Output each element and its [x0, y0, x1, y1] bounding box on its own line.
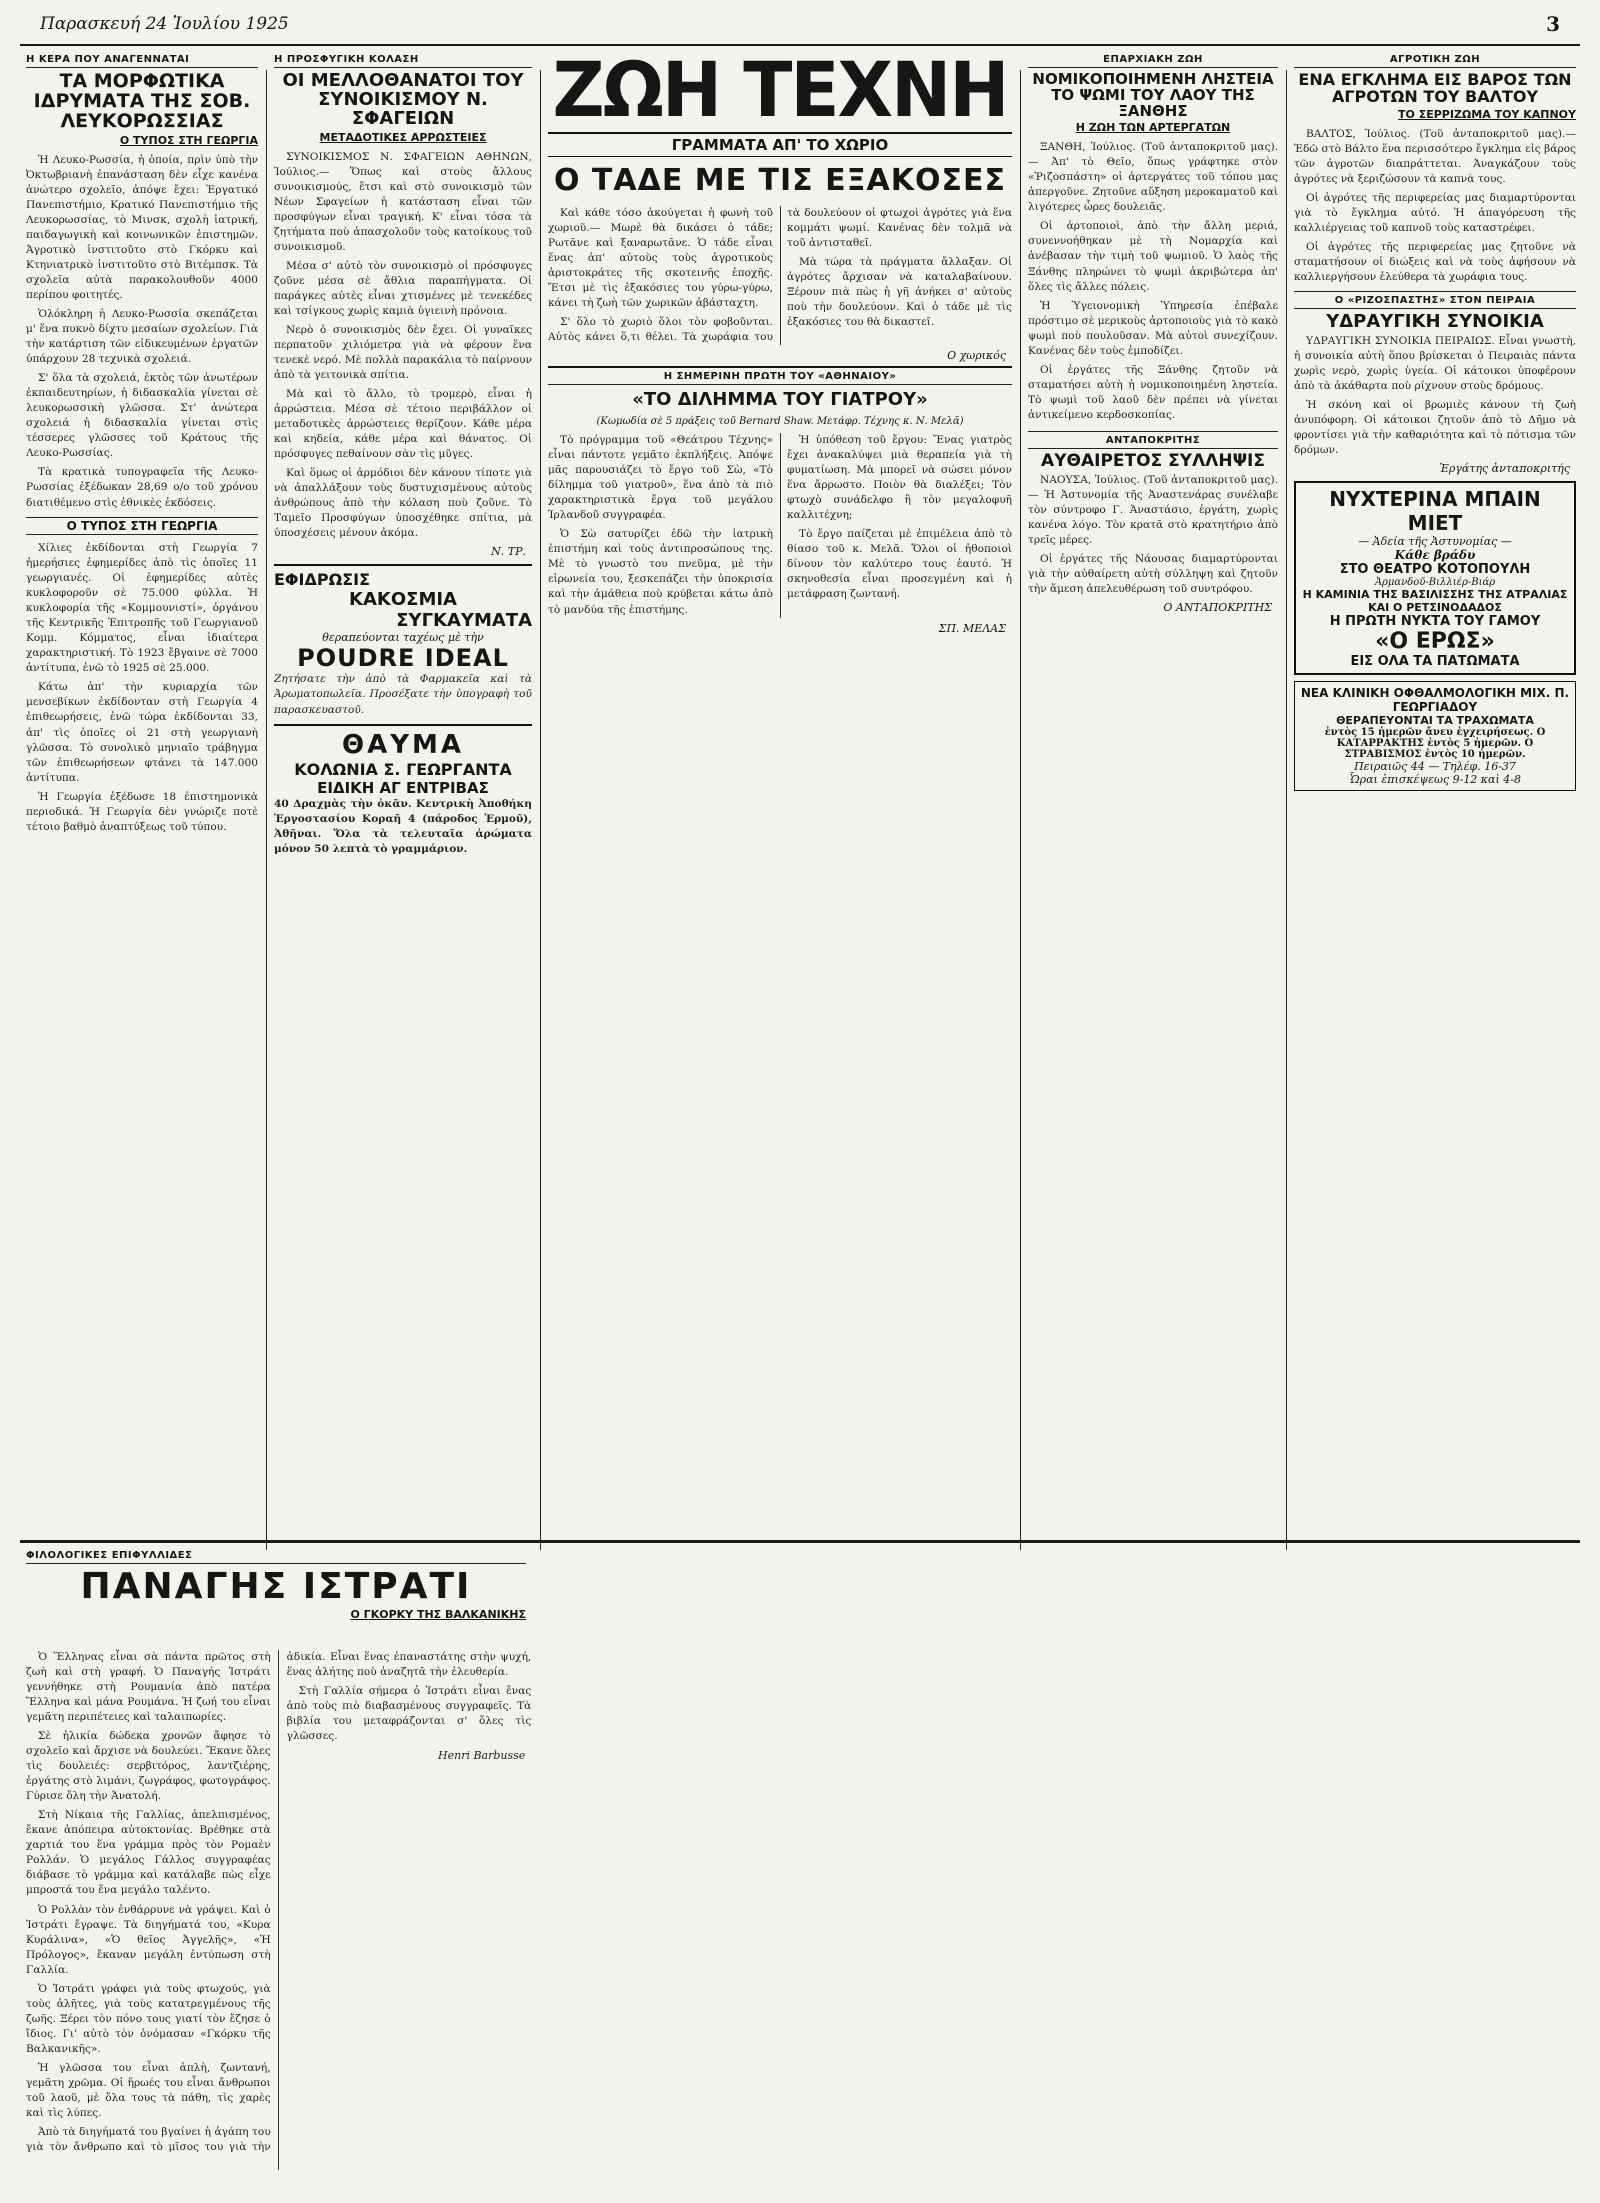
article-column-2	[274, 54, 532, 1544]
article-headline: «ΤΟ ΔΙΛΗΜΜΑ ΤΟΥ ΓΙΑΤΡΟΥ»	[632, 389, 928, 411]
article-headline: ΕΝΑ ΕΓΚΛΗΜΑ ΕΙΣ ΒΑΡΟΣ ΤΩΝ ΑΓΡΟΤΩΝ ΤΟΥ ΒΑΛΤΟΥ	[1298, 70, 1572, 106]
masthead-subtitle: ΓΡΑΜΜΑΤΑ ΑΠ' ΤΟ ΧΩΡΙΟ	[548, 132, 1012, 157]
article-body	[26, 541, 258, 835]
feuilleton-headline: ΠΑΝΑΓΗΣ ΙΣΤΡΑΤΙ	[80, 1566, 472, 1607]
article-column-4	[1028, 54, 1278, 1544]
ad-line: ΕΙΣ ΟΛΑ ΤΑ ΠΑΤΩΜΑΤΑ	[1350, 654, 1520, 670]
ad-text: 40 Δραχμὰς τὴν ὀκᾶν. Κεντρικὴ Ἀποθήκη Ἐργοστασίου Κοραῆ 4 (πάροδος Ἑρμοῦ), Ἀθῆναι. Ὅλα τὰ τελευταῖα ἀρώματα μόνον 50 λεπτὰ τὸ γραμμάριον.	[274, 797, 532, 855]
section-kicker: Η ΚΕΡΑ ΠΟΥ ΑΝΑΓΕΝΝΑΤΑΙ	[26, 54, 258, 68]
paragraph: ΥΔΡΑΥΓΙΚΗ ΣΥΝΟΙΚΙΑ ΠΕΙΡΑΙΩΣ. Εἶναι γνωστὴ, ἡ συνοικία αὐτὴ ὅπου βρίσκεται ὁ Πειραιὰς πάντα χωρὶς νερὸ, χωρὶς ὑγεία. Οἱ κάτοικοι ὑποφέρουν ἀπὸ τὰ ἀκάθαρτα ποὺ ρίχνουν στοὺς δρόμους.	[1294, 334, 1576, 392]
ad-line: Η ΚΑΜΙΝΙΑ ΤΗΣ ΒΑΣΙΛΙΣΣΗΣ ΤΗΣ ΑΤΡΑΛΙΑΣ ΚΑΙ Ο ΡΕΤΣΙΝΟΔΑΔΟΣ	[1302, 588, 1568, 615]
ad-kolonia	[274, 724, 532, 857]
article-body	[548, 206, 1012, 345]
ad-line: Κάθε βράδυ	[1394, 548, 1476, 563]
ad-product: POUDRE IDEAL	[297, 644, 509, 673]
page-number: 3	[1546, 12, 1560, 36]
feuilleton-signature: Henri Barbusse	[438, 1749, 526, 1763]
ad-line: ΚΟΛΩΝΙΑ Σ. ΓΕΩΡΓΑΝΤΑ	[294, 759, 512, 779]
feuilleton-rule	[20, 1540, 1580, 1543]
section-kicker: ΑΝΤΑΠΟΚΡΙΤΗΣ	[1028, 431, 1278, 449]
paragraph: Οἱ ἀγρότες τῆς περιφερείας μας διαμαρτύρονται γιὰ τὸ ἔγκλημα αὐτό. Ἡ ἀπαγόρευση τῆς καλλιέργειας τοῦ καπνοῦ τοὺς καταστρέφει.	[1294, 191, 1576, 234]
paragraph: Νερὸ ὁ συνοικισμὸς δὲν ἔχει. Οἱ γυναῖκες περπατοῦν χιλιόμετρα γιὰ νὰ φέρουν ἕνα τενεκὲ νερό. Μὲ πολλὰ παρακάλια τὸ παίρνουν ἀπὸ τὰ γειτονικὰ σπίτια.	[274, 324, 532, 382]
ad-title: ΝΥΧΤΕΡΙΝΑ ΜΠΑΙΝ ΜΙΕΤ	[1329, 487, 1541, 536]
section-kicker: ΕΠΑΡΧΙΑΚΗ ΖΩΗ	[1028, 54, 1278, 68]
page-header	[20, 10, 1580, 46]
ad-poudre-ideal	[274, 564, 532, 717]
section-kicker: Η ΠΡΟΣΦΥΓΙΚΗ ΚΟΛΑΣΗ	[274, 54, 532, 68]
ad-line: ΚΑΚΟΣΜΙΑ	[349, 589, 457, 611]
article-body	[274, 150, 532, 542]
paragraph: Ἀπὸ τὰ διηγήματά του βγαίνει ἡ ἀγάπη του γιὰ τὸν ἄνθρωπο καὶ τὸ μῖσος του γιὰ τὴν ἀδικία. Εἶναι ἕνας ἐπαναστάτης στὴν ψυχή, ἕνας ἀλήτης ποὺ ἀναζητᾶ τὴν ἐλευθερία.	[26, 1651, 532, 2153]
section-kicker: Η ΣΗΜΕΡΙΝΗ ΠΡΩΤΗ ΤΟΥ «ΑΘΗΝΑΙΟΥ»	[548, 366, 1012, 385]
paragraph: Οἱ ἀρτοποιοὶ, ἀπὸ τὴν ἄλλη μεριά, συνεννοήθηκαν μὲ τὴ Νομαρχία καὶ ἀνέβασαν τὴν τιμὴ τοῦ ψωμιοῦ. Ὁ λαὸς τῆς Ξάνθης πληρώνει τὸ ψωμὶ ἀκριβώτερα ἀπ' ὅλες τὶς ἄλλες πόλεις.	[1028, 220, 1278, 293]
paragraph: Κάτω ἀπ' τὴν κυριαρχία τῶν μενσεβίκων ἐκδίδονταν στὴ Γεωργία 4 ἐπιθεωρήσεις, ἐνῶ τώρα ἐκδίδονται 33, ἀπ' τὶς ὁποῖες οἱ 21 στὴ γεωργιανὴ γλῶσσα. Τὸ συνολικὸ μηνιαῖο τράβηγμα τῶν ἐπιθεωρήσεων φτάνει τὰ 147.000 ἀντίτυπα.	[26, 681, 258, 784]
article-subhead: ΜΕΤΑΔΟΤΙΚΕΣ ΑΡΡΩΣΤΕΙΕΣ	[319, 130, 487, 144]
paragraph: ΝΑΟΥΣΑ, Ἰούλιος. (Τοῦ ἀνταποκριτοῦ μας).— Ἡ Ἀστυνομία τῆς Ἀναστενάρας συνέλαβε τὸν σύντροφο Γ. Ἀναστάσιο, ἐργάτη, χωρὶς κανένα λόγο. Τὸν κρατᾶ στὸ κρατητήριο ἀπὸ τρεῖς μέρες.	[1028, 473, 1278, 546]
paragraph: Οἱ ἐργάτες τῆς Νάουσας διαμαρτύρονται γιὰ τὴν αὐθαίρετη αὐτὴ σύλληψη καὶ ζητοῦν τὴν ἄμεση ἀπελευθέρωση τοῦ συντρόφου.	[1028, 552, 1278, 595]
column-rule	[540, 70, 541, 1550]
paragraph: ΣΥΝΟΙΚΙΣΜΟΣ Ν. ΣΦΑΓΕΙΩΝ ΑΘΗΝΩΝ, Ἰούλιος.— Ὅπως καὶ στοὺς ἄλλους συνοικισμούς, ἔτσι καὶ στὸ συνοικισμὸ τῶν Νέων Σφαγείων ἡ κατάσταση εἶναι τῶν προσφύγων εἶναι τραγική. Κ' εἶναι τόσα τὰ ζητήματα ποὺ ἀπασχολοῦν τοὺς κατοίκους τοῦ συνοικισμοῦ.	[274, 150, 532, 253]
article-signature: Ο ΑΝΤΑΠΟΚΡΙΤΗΣ	[1163, 600, 1272, 614]
ad-line: ΣΤΟ ΘΕΑΤΡΟ ΚΟΤΟΠΟΥΛΗ	[1339, 562, 1531, 578]
article-body	[1294, 334, 1576, 458]
article-column-1	[26, 54, 258, 1544]
column-rule	[1286, 70, 1287, 1550]
article-signature: Ἐργάτης ἀνταποκριτής	[1439, 462, 1570, 476]
ad-line: ΣΥΓΚΑΥΜΑΤΑ	[396, 610, 532, 632]
paragraph: Οἱ ἀγρότες τῆς περιφερείας μας ζητοῦνε νὰ σταματήσουν οἱ διώξεις καὶ νὰ τοὺς ἀφήσουν νὰ καλλιεργήσουν ἐλεύθερα τὰ χωράφια τους.	[1294, 240, 1576, 283]
article-headline: ΟΙ ΜΕΛΛΟΘΑΝΑΤΟΙ ΤΟΥ ΣΥΝΟΙΚΙΣΜΟΥ Ν. ΣΦΑΓΕΙΩΝ	[282, 70, 524, 129]
section-kicker: Ο «ΡΙΖΟΣΠΑΣΤΗΣ» ΣΤΟΝ ΠΕΙΡΑΙΑ	[1294, 291, 1576, 309]
article-column-3	[548, 54, 1012, 1544]
feuilleton-heading	[26, 1550, 526, 1627]
article-column-5	[1294, 54, 1576, 1544]
paragraph: Ἡ ὑπόθεση τοῦ ἔργου: Ἕνας γιατρὸς ἔχει ἀνακαλύψει μιὰ θεραπεία γιὰ τὴ φυματίωση. Μὰ μπορεῖ νὰ σώσει μόνον ἕνα ἄρρωστο. Ποιὸν θὰ διαλέξει; Τὸν φτωχὸ συνάδελφο ἢ τὸν μεγαλοφυῆ καλλιτέχνη;	[787, 434, 1012, 522]
feuilleton	[26, 1550, 1574, 2180]
paragraph: Ἡ Ὑγειονομικὴ Ὑπηρεσία ἐπέβαλε πρόστιμο σὲ μερικοὺς ἀρτοποιοὺς γιὰ τὸ κακὸ ψωμὶ ποὺ πουλοῦσαν. Μὰ αὐτοὶ συνεχίζουν. Κανένας δὲν τοὺς ἐμποδίζει.	[1028, 299, 1278, 357]
paragraph: Στὴ Νίκαια τῆς Γαλλίας, ἀπελπισμένος, ἔκανε ἀπόπειρα αὐτοκτονίας. Βρέθηκε στὰ χαρτιά του ἕνα γράμμα πρὸς τὸν Ρομαὲν Ρολλάν. Ὁ μεγάλος Γάλλος συγγραφέας διάβασε τὸ γράμμα καὶ κατάλαβε πὼς εἶχε μπροστά του ἕνα μεγάλο ταλέντο.	[26, 1809, 271, 1897]
paragraph: Ἡ Γεωργία ἐξέδωσε 18 ἐπιστημονικὰ περιοδικά. Ἡ Γεωργία δὲν γνώριζε ποτὲ τέτοιο βαθμὸ ἀναπτύξεως τοῦ τύπου.	[26, 790, 258, 833]
paragraph: ΞΑΝΘΗ, Ἰούλιος. (Τοῦ ἀνταποκριτοῦ μας).— Ἀπ' τὸ Θεῖο, ὅπως γράφτηκε στὸν «Ῥιζοσπάστη» οἱ ἀρτεργάτες τοῦ τόπου μας ἀπεργοῦνε. Ζητοῦνε αὔξηση μεροκαματοῦ καὶ λιγότερες ὧρες δουλειᾶς.	[1028, 141, 1278, 214]
ad-line: Ἀρμανδοῦ-Βιλλιέρ-Βιάρ	[1374, 577, 1496, 589]
section-heading: Ο ΤΥΠΟΣ ΣΤΗ ΓΕΩΡΓΙΑ	[26, 517, 258, 536]
ad-line: θεραπεύονται ταχέως μὲ τὴν	[322, 631, 484, 645]
issue-date: Παρασκευή 24 Ἰουλίου 1925	[40, 14, 289, 34]
ad-clinic	[1294, 681, 1576, 791]
paragraph: Τὸ πρόγραμμα τοῦ «Θεάτρου Τέχνης» εἶναι πάντοτε γεμᾶτο ἐκπλήξεις. Ἀπόψε μᾶς παρουσιάζει τὸ ἔργο τοῦ Σὼ, «Τὸ δίλημμα τοῦ γιατροῦ», ἕνα ἀπὸ τὰ πιὸ χαρακτηριστικὰ ἔργα τοῦ μεγάλου Ἰρλανδοῦ συγγραφέα.	[548, 434, 773, 522]
paragraph: Ὁ Ρολλὰν τὸν ἐνθάρρυνε νὰ γράψει. Καὶ ὁ Ἰστράτι ἔγραψε. Τὰ διηγήματά του, «Κυρα Κυράλινα», «Ὁ θεῖος Ἀγγελῆς», «Ἡ Πρόλογος», ἔκαναν μεγάλη ἐντύπωση στὴ Γαλλία.	[26, 1903, 271, 1976]
article-subhead: Η ΖΩΗ ΤΩΝ ΑΡΤΕΡΓΑΤΩΝ	[1075, 121, 1231, 135]
ad-hours: Ὧραι ἐπισκέψεως 9-12 καὶ 4-8	[1349, 773, 1521, 787]
paragraph: Καὶ κάθε τόσο ἀκούγεται ἡ φωνὴ τοῦ χωριοῦ.— Μωρὲ θὰ δικάσει ὁ τάδε; Ρωτᾶνε καὶ ξαναρωτᾶνε. Ὁ τάδε εἶναι ἕνας ἀπ' αὐτοὺς τοὺς ἀγροτικοὺς ἀριστοκράτες τῆς σκοτεινῆς ἐποχῆς. Ἔτσι μὲ τὶς ἑξακόσιες του γύρω-γύρω, κάνει τὴ ζωὴ τῶν χωρικῶν ἀβάσταχτη.	[548, 207, 773, 310]
article-headline: ΥΔΡΑΥΓΙΚΗ ΣΥΝΟΙΚΙΑ	[1326, 310, 1544, 332]
ad-text: ἐντὸς 15 ἡμερῶν ἄνευ ἐγχειρήσεως. Ο ΚΑΤΑΡΡΑΚΤΗΣ ἐντὸς 5 ἡμερῶν. Ο ΣΤΡΑΒΙΣΜΟΣ ἐντὸς 10 ἡμερῶν.	[1324, 727, 1546, 761]
masthead-title: ΖΩΗ ΤΕΧΝΗ	[552, 54, 1008, 135]
ad-address: Πειραιῶς 44 — Τηλέφ. 16-37	[1354, 760, 1516, 774]
ad-line: Η ΠΡΩΤΗ ΝΥΚΤΑ ΤΟΥ ΓΑΜΟΥ	[1329, 614, 1541, 630]
ad-text: Ζητήσατε τὴν ἀπὸ τὰ Φαρμακεῖα καὶ τὰ Ἀρωματοπωλεῖα. Προσέξατε τὴν ὑπογραφὴ τοῦ παρασκευαστοῦ.	[274, 673, 532, 716]
paragraph: Τὸ ἔργο παίζεται μὲ ἐπιμέλεια ἀπὸ τὸ θίασο τοῦ κ. Μελᾶ. Ὅλοι οἱ ἠθοποιοὶ δίνουν τὸν καλύτερο τους ἑαυτό. Ἡ σκηνοθεσία εἶναι προσεγμένη καὶ ἡ μετάφραση ζωντανή.	[787, 528, 1012, 601]
paragraph: Σ' ὅλο τὸ χωριὸ ὅλοι τὸν φοβοῦνται. Αὐτὸς κάνει ὅ,τι θέλει. Τὰ χωράφια του τὰ δουλεύουν οἱ φτωχοὶ ἀγρότες γιὰ ἕνα κομμάτι ψωμί. Κανένας δὲν τολμᾶ νὰ τοῦ ἀντισταθεῖ.	[548, 207, 1012, 344]
paragraph: Ἡ γλῶσσα του εἶναι ἁπλὴ, ζωντανή, γεμᾶτη χρῶμα. Οἱ ἥρωές του εἶναι ἄνθρωποι τοῦ λαοῦ, μὲ ὅλα τους τὰ πάθη, τὶς χαρὲς καὶ τὶς λύπες.	[26, 2061, 271, 2119]
article-headline: Ο ΤΑΔΕ ΜΕ ΤΙΣ ΕΞΑΚΟΣΕΣ	[553, 163, 1007, 198]
ad-title: ΝΕΑ ΚΛΙΝΙΚΗ ΟΦΘΑΛΜΟΛΟΓΙΚΗ ΜΙΧ. Π. ΓΕΩΡΓΙΑΔΟΥ	[1300, 686, 1570, 715]
article-signature: ΣΠ. ΜΕΛΑΣ	[938, 621, 1006, 635]
article-signature: Ο χωρικός	[947, 349, 1006, 363]
article-headline: ΑΥΘΑΙΡΕΤΟΣ ΣΥΛΛΗΨΙΣ	[1041, 450, 1265, 471]
article-body	[1294, 127, 1576, 285]
section-kicker: ΑΓΡΟΤΙΚΗ ΖΩΗ	[1294, 54, 1576, 68]
paragraph: Τὰ κρατικὰ τυπογραφεῖα τῆς Λευκο-Ρωσσίας ἐξέδωκαν 28,69 ο/ο τοῦ χρόνου διατιθέμενο στὶς ἐθνικὲς ἐκδόσεις.	[26, 466, 258, 509]
column-rule	[1020, 70, 1021, 1550]
paragraph: Καὶ ὅμως οἱ ἀρμόδιοι δὲν κάνουν τίποτε γιὰ νὰ ἀπαλλάξουν τοὺς δυστυχισμένους αὐτοὺς ἀνθρώπους ἀπὸ τὴν κόλαση ποὺ ζοῦνε. Τὸ Ταμεῖο Προσφύγων ὑποσχέθηκε σπίτια, μὰ ὑποσχέσεις μένουν ἀκόμα.	[274, 467, 532, 540]
column-rule	[266, 70, 267, 1550]
header-rule	[20, 44, 1580, 46]
paragraph: Χίλιες ἐκδίδονται στὴ Γεωργία 7 ἡμερήσιες ἐφημερίδες ἀπὸ τὶς ὁποῖες 11 γεωργιανές. Οἱ ἐφημερίδες αὐτὲς κυκλοφοροῦν σὲ 75.000 φύλλα. Ἡ κυκλοφορία τῆς «Κομμουνιστί», ὀργάνου τῆς Κεντρικῆς Ἐπιτροπῆς τοῦ Γεωργιανοῦ Κομμ. Κόμματος, εἶναι ἰδιαίτερα χαρακτηριστική. Τὸ 1923 ἔβγαινε σὲ 7000 ἀντίτυπα, ἐνῶ τὸ 1925 σὲ 25.000.	[26, 542, 258, 675]
paragraph: Ὁ Ἰστράτι γράφει γιὰ τοὺς φτωχούς, γιὰ τοὺς ἀλῆτες, γιὰ τοὺς κατατρεγμένους τῆς ζωῆς. Ξέρει τὸν πόνο τους γιατί τὸν ἔζησε ὁ ἴδιος. Γι' αὐτὸ τὸν ὀνόμασαν «Γκόρκυ τῆς Βαλκανικῆς».	[26, 1982, 271, 2055]
paragraph: Μὰ καὶ τὸ ἄλλο, τὸ τρομερὸ, εἶναι ἡ ἀρρώστεια. Μέσα σὲ τέτοιο περιβάλλον οἱ μεταδοτικὲς ἀρρώστειες θερίζουν. Κάθε μέρα καὶ κηδεία, κάθε μέρα καὶ θάνατος. Οἱ πρόσφυγες πεθαίνουν σὰν τὶς μῦγες.	[274, 388, 532, 461]
paragraph: Ἡ Λευκο-Ρωσσία, ἡ ὁποία, πρὶν ὑπὸ τὴν Ὀκτωβριανὴ ἐπανάσταση δὲν εἶχε κανένα ἀνώτερο σχολεῖο, ἀπόψε ἔχει: Ἐργατικό Πανεπιστήμιο, Κρατικό Πανεπιστήμιο τῆς Λευκορωσσίας, τὸ Μινσκ, σχολὴ ἰατρική, παιδαγωγικὴ καὶ κοινωνικῶν ἐπιστημῶν. Ἀγροτικὸ ἰνστιτοῦτο στὸ Γκόρκυ καὶ Κτηνιατρικὸ ἰνστιτοῦτο στὸ Βιτέμπσκ. Τὰ σχολεῖα αὐτὰ παρακολουθοῦν 4000 περίπου φοιτητές.	[26, 153, 258, 302]
paragraph: Ὁ Ἕλληνας εἶναι σὰ πάντα πρῶτος στὴ ζωὴ καὶ στὴ γραφή. Ὁ Παναγής Ἰστράτι γεννήθηκε στὴ Ρουμανία ἀπὸ πατέρα Ἕλληνα καὶ μάνα Ρουμάνα. Ἡ ζωή του εἶναι γεμᾶτη περιπέτειες καὶ ταλαιπωρίες.	[26, 1651, 271, 1724]
paragraph: Σὲ ἡλικία δώδεκα χρονῶν ἄφησε τὸ σχολεῖο καὶ ἄρχισε νὰ δουλεύει. Ἔκανε ὅλες τὶς δουλειές: σερβιτόρος, λαντζιέρης, ἐργάτης στὸ λιμάνι, ζωγράφος, φωτογράφος. Γύρισε ὅλη τὴν Ἀνατολή.	[26, 1730, 271, 1803]
article-headline: ΤΑ ΜΟΡΦΩΤΙΚΑ ΙΔΡΥΜΑΤΑ ΤΗΣ ΣΟΒ. ΛΕΥΚΟΡΩΣΣΙΑΣ	[33, 70, 251, 132]
ad-line: — Ἀδεία τῆς Ἀστυνομίας —	[1358, 535, 1512, 549]
article-body	[1028, 473, 1278, 597]
ad-line: ΕΙΔΙΚΗ ΑΓ ΕΝΤΡΙΒΑΣ	[317, 778, 489, 797]
article-subhead: Ο ΤΥΠΟΣ ΣΤΗ ΓΕΩΡΓΙΑ	[119, 133, 258, 147]
paragraph: Στὴ Γαλλία σήμερα ὁ Ἰστράτι εἶναι ἕνας ἀπὸ τοὺς πιὸ διαβασμένους συγγραφεῖς. Τὰ βιβλία του μεταφράζονται σ' ὅλες τὶς γλῶσσες.	[286, 1685, 532, 1743]
ad-title: ΘΑΥΜΑ	[341, 729, 465, 760]
ad-title: ΕΦΙΔΡΩΣΙΣ	[274, 570, 371, 590]
article-body	[1028, 140, 1278, 423]
section-kicker: ΦΙΛΟΛΟΓΙΚΕΣ ΕΠΙΦΥΛΛΙΔΕΣ	[26, 1550, 526, 1564]
masthead	[548, 54, 1012, 157]
paragraph: Ὁλόκληρη ἡ Λευκο-Ρωσσία σκεπάζεται μ' ἕνα πυκνὸ δίχτυ μεσαίων σχολείων. Γιὰ τὴν κατάρτιση τῶν εἰδικευμένων ἐργατῶν ὑπάρχουν 28 τεχνικὰ σχολειά.	[26, 308, 258, 366]
paragraph: Σ' ὅλα τὰ σχολειά, ἐκτὸς τῶν ἀνωτέρων ἐκπαιδευτηρίων, ἡ διδασκαλία γίνεται σὲ λευκορωσσικὴ γλῶσσα. Στ' ἀνώτερα σχολειά ἡ διδασκαλία γίνεται στὶς τέσσερες γλῶσσες τοῦ Κράτους τῆς Λευκο-Ρωσσίας.	[26, 372, 258, 460]
paragraph: Μὰ τώρα τὰ πράγματα ἄλλαξαν. Οἱ ἀγρότες ἄρχισαν νὰ καταλαβαίνουν. Ξέρουν πιὰ πὼς ἡ γῆ ἀνήκει σ' αὐτοὺς ποὺ τὴν δουλεύουν. Καὶ ὁ τάδε μὲ τὶς ἑξακόσιες του θὰ δικαστεῖ.	[787, 256, 1012, 329]
feuilleton-subhead: Ο ΓΚΟΡΚΥ ΤΗΣ ΒΑΛΚΑΝΙΚΗΣ	[350, 1607, 526, 1621]
paragraph: Οἱ ἐργάτες τῆς Ξάνθης ζητοῦν νὰ σταματήσει αὐτὴ ἡ νομικοποιημένη ληστεία. Τὸ ψωμὶ τοῦ λαοῦ δὲν πρέπει νὰ γίνεται ἀντικείμενο κερδοσκοπίας.	[1028, 363, 1278, 421]
ad-theatre	[1294, 481, 1576, 675]
newspaper-page	[20, 10, 1580, 2190]
article-headline: ΝΟΜΙΚΟΠΟΙΗΜΕΝΗ ΛΗΣΤΕΙΑ ΤΟ ΨΩΜΙ ΤΟΥ ΛΑΟΥ ΤΗΣ ΞΑΝΘΗΣ	[1032, 70, 1274, 120]
paragraph: ΒΑΛΤΟΣ, Ἰούλιος. (Τοῦ ἀνταποκριτοῦ μας).— Ἐδῶ στὸ Βάλτο ἕνα περισσότερο ἔγκλημα εἰς βάρος τῶν ἀγροτῶν διαπράττεται. Ἀναγκάζουν τοὺς ἀγρότες νὰ ξεριζώσουν τὰ καπνὰ τους.	[1294, 127, 1576, 185]
paragraph: Ὁ Σὼ σατυρίζει ἐδῶ τὴν ἰατρικὴ ἐπιστήμη καὶ τοὺς ἀντιπροσώπους της. Μὲ τὸ γνωστὸ του πνεῦμα, μὲ τὴν εἰρωνεία του, ξεσκεπάζει τὴν ὑποκρισία καὶ τὴν ἀμάθεια ποὺ κρύβεται κάτω ἀπὸ τὸ μανδύα τῆς ἐπιστήμης.	[548, 528, 773, 616]
article-body	[548, 433, 1012, 617]
feuilleton-body	[26, 1650, 1574, 2170]
ad-line: ΘΕΡΑΠΕΥΟΝΤΑΙ ΤΑ ΤΡΑΧΩΜΑΤΑ	[1336, 714, 1534, 728]
article-body	[26, 153, 258, 511]
ad-line: «Ο ΕΡΩΣ»	[1375, 629, 1495, 655]
paragraph: Ἡ σκόνη καὶ οἱ βρωμιὲς κάνουν τὴ ζωὴ ἀνυπόφορη. Οἱ κάτοικοι ζητοῦν ἀπὸ τὸ Δῆμο νὰ φροντίσει γιὰ τὴν καθαριότητα καὶ τὸ πότισμα τῶν δρόμων.	[1294, 398, 1576, 457]
article-signature: Ν. ΤΡ.	[491, 545, 526, 559]
article-subhead: ΤΟ ΣΕΡΡΙΖΩΜΑ ΤΟΥ ΚΑΠΝΟΥ	[1398, 107, 1576, 121]
paragraph: Μέσα σ' αὐτὸ τὸν συνοικισμὸ οἱ πρόσφυγες ζοῦνε μέσα σὲ ἄθλια παραπήγματα. Οἱ παράγκες αὐτὲς εἶναι χτισμένες μὲ τενεκέδες καὶ τσίγκους χωρὶς καμιὰ ὑγιεινὴ πρόνοια.	[274, 259, 532, 317]
article-subhead: (Κωμωδία σὲ 5 πράξεις τοῦ Bernard Shaw. Μετάφρ. Τέχνης κ. Ν. Μελᾶ)	[596, 416, 964, 428]
